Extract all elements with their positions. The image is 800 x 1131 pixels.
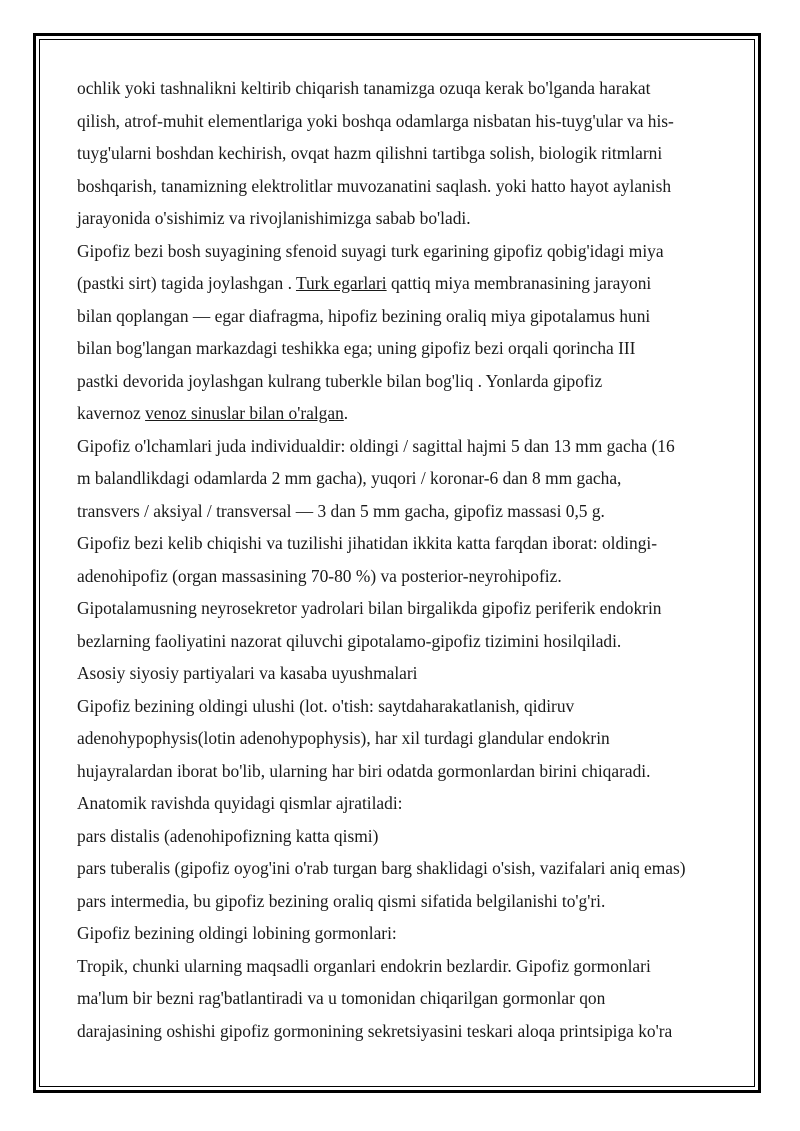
text-line: Tropik, chunki ularning maqsadli organlari endokrin bezlardir. Gipofiz gormonlari bbox=[77, 955, 651, 976]
text-line: Gipofiz bezi bosh suyagining sfenoid suyagi turk egarining gipofiz qobig'idagi miya bbox=[77, 240, 664, 261]
text-line bbox=[77, 267, 727, 300]
text-segment: . bbox=[343, 403, 349, 423]
text-line: ma'lum bir bezni rag'batlantiradi va u tomonidan chiqarilgan gormonlar qon bbox=[77, 988, 606, 1008]
text-line: pars distalis (adenohipofizning katta qismi) bbox=[77, 825, 379, 846]
text-line: bilan qoplangan — egar diafragma, hipofiz bezining oraliq miya gipotalamus huni bbox=[77, 305, 651, 326]
text-line: Gipofiz bezining oldingi ulushi (lot. o'tish: saytdaharakatlanish, qidiruv bbox=[77, 695, 575, 716]
text-line: tuyg'ularni boshdan kechirish, ovqat hazm qilishni tartibga solish, biologik ritmlarni bbox=[77, 143, 663, 163]
text-line: jarayonida o'sishimiz va rivojlanishimizga sabab bo'ladi. bbox=[77, 208, 471, 228]
text-line: Anatomik ravishda quyidagi qismlar ajratiladi: bbox=[77, 793, 403, 813]
text-segment: qattiq miya membranasining jarayoni bbox=[386, 273, 652, 293]
text-line: pars tuberalis (gipofiz oyog'ini o'rab turgan barg shaklidagi o'sish, vazifalari aniq emas) bbox=[77, 858, 686, 878]
turk-egarlari-link[interactable]: Turk egarlari bbox=[295, 273, 387, 293]
text-line: Gipotalamusning neyrosekretor yadrolari bilan birgalikda gipofiz periferik endokrin bbox=[77, 598, 662, 618]
text-line: Gipofiz bezi kelib chiqishi va tuzilishi jihatidan ikkita katta farqdan iborat: oldingi- bbox=[77, 533, 658, 553]
document-body bbox=[77, 72, 727, 1047]
text-line: pastki devorida joylashgan kulrang tuberkle bilan bog'liq . Yonlarda gipofiz bbox=[77, 370, 603, 391]
text-line: Gipofiz o'lchamlari juda individualdir: oldingi / sagittal hajmi 5 dan 13 mm gacha (16 bbox=[77, 435, 675, 456]
text-line: transvers / aksiyal / transversal — 3 dan 5 mm gacha, gipofiz massasi 0,5 g. bbox=[77, 500, 605, 521]
text-line: hujayralardan iborat bo'lib, ularning har biri odatda gormonlardan birini chiqaradi. bbox=[77, 760, 651, 781]
text-segment: (pastki sirt) tagida joylashgan . bbox=[77, 273, 296, 293]
text-line: pars intermedia, bu gipofiz bezining oraliq qismi sifatida belgilanishi to'g'ri. bbox=[77, 890, 606, 911]
text-line bbox=[77, 397, 727, 430]
text-line: Asosiy siyosiy partiyalari va kasaba uyushmalari bbox=[77, 663, 418, 683]
text-line: boshqarish, tanamizning elektrolitlar muvozanatini saqlash. yoki hatto hayot aylanish bbox=[77, 175, 672, 196]
text-line: darajasining oshishi gipofiz gormonining sekretsiyasini teskari aloqa printsipiga ko'ra bbox=[77, 1020, 673, 1041]
text-line: adenohipofiz (organ massasining 70-80 %) va posterior-neyrohipofiz. bbox=[77, 565, 562, 586]
text-line: bezlarning faoliyatini nazorat qiluvchi gipotalamo-gipofiz tizimini hosilqiladi. bbox=[77, 630, 622, 651]
text-segment: kavernoz bbox=[77, 403, 146, 423]
text-line: m balandlikdagi odamlarda 2 mm gacha), yuqori / koronar-6 dan 8 mm gacha, bbox=[77, 468, 622, 488]
venoz-sinuslar-link[interactable]: venoz sinuslar bilan o'ralgan bbox=[145, 403, 344, 423]
text-line: ochlik yoki tashnalikni keltirib chiqarish tanamizga ozuqa kerak bo'lganda harakat bbox=[77, 78, 651, 98]
text-line: bilan bog'langan markazdagi teshikka ega; uning gipofiz bezi orqali qorincha III bbox=[77, 338, 636, 358]
text-line: Gipofiz bezining oldingi lobining gormonlari: bbox=[77, 923, 397, 943]
text-line: adenohypophysis(lotin adenohypophysis), har xil turdagi glandular endokrin bbox=[77, 728, 610, 748]
text-line: qilish, atrof-muhit elementlariga yoki boshqa odamlarga nisbatan his-tuyg'ular va his- bbox=[77, 110, 674, 131]
